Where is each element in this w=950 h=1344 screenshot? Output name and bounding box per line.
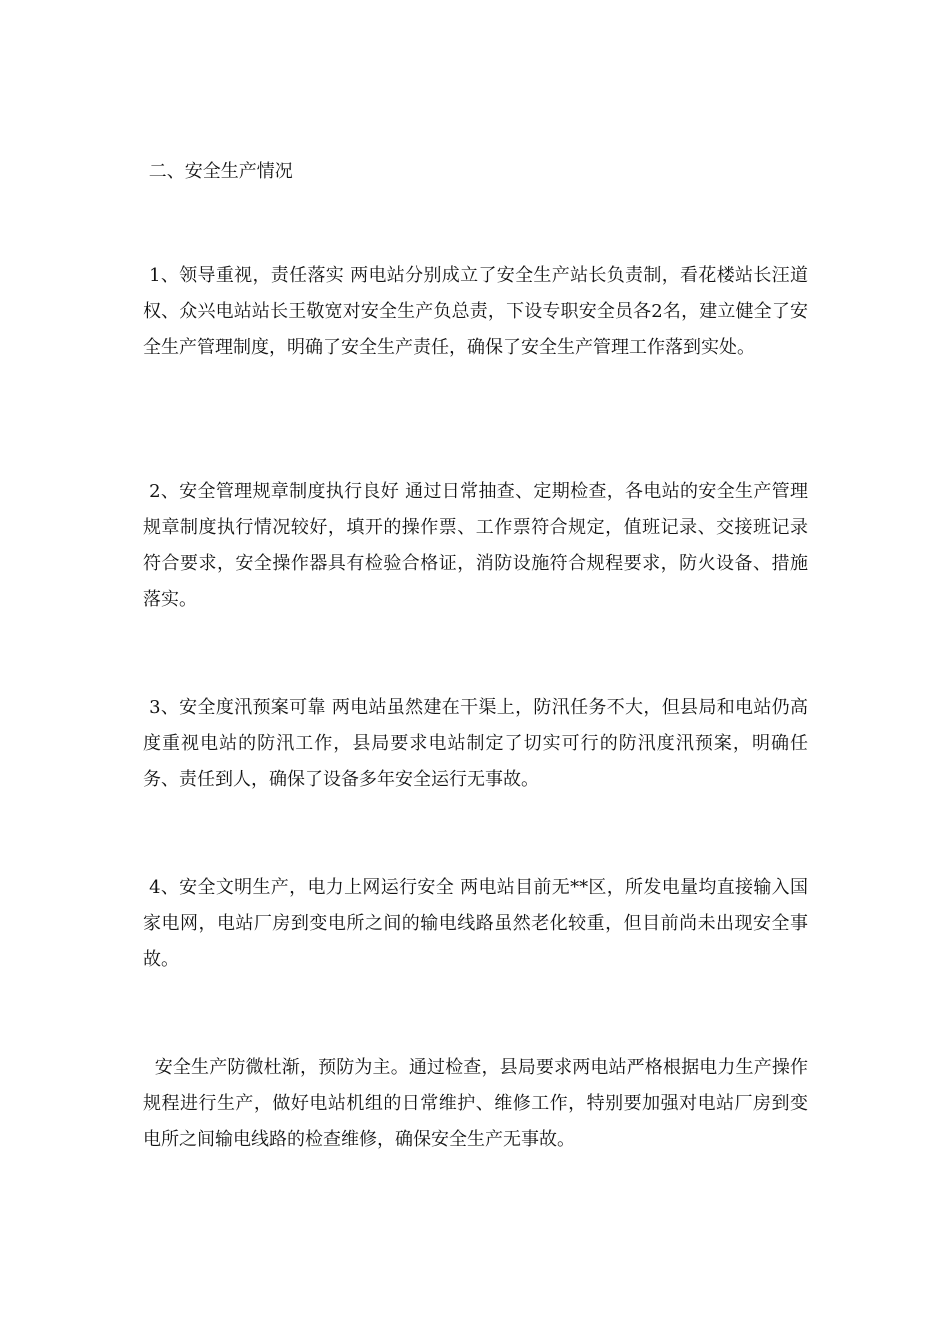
paragraph-leadership-responsibility: 1、领导重视，责任落实 两电站分别成立了安全生产站长负责制，看花楼站长汪道权、众兴电站站长王敬宽对安全生产负总责，下设专职安全员各2名，建立健全了安全生产管理制度，明确了安全生产责任，确保了安全生产管理工作落到实处。 <box>143 265 808 358</box>
section-heading: 二、安全生产情况 <box>143 161 293 182</box>
paragraph-flood-safety-plan: 3、安全度汛预案可靠 两电站虽然建在干渠上，防汛任务不大，但县局和电站仍高度重视电站的防汛工作，县局要求电站制定了切实可行的防汛度汛预案，明确任务、责任到人，确保了设备多年安全运行无事故。 <box>143 697 808 790</box>
paragraph-management-regulations: 2、安全管理规章制度执行良好 通过日常抽查、定期检查，各电站的安全生产管理规章制度执行情况较好，填开的操作票、工作票符合规定，值班记录、交接班记录符合要求，安全操作器具有检验合格证，消防设施符合规程要求，防火设备、措施落实。 <box>143 481 808 610</box>
paragraph-civilized-production: 4、安全文明生产，电力上网运行安全 两电站目前无**区，所发电量均直接输入国家电网，电站厂房到变电所之间的输电线路虽然老化较重，但目前尚未出现安全事故。 <box>143 877 808 970</box>
paragraph-prevention-summary: 安全生产防微杜渐，预防为主。通过检查，县局要求两电站严格根据电力生产操作规程进行生产，做好电站机组的日常维护、维修工作，特别要加强对电站厂房到变电所之间输电线路的检查维修，确保安全生产无事故。 <box>143 1057 808 1150</box>
